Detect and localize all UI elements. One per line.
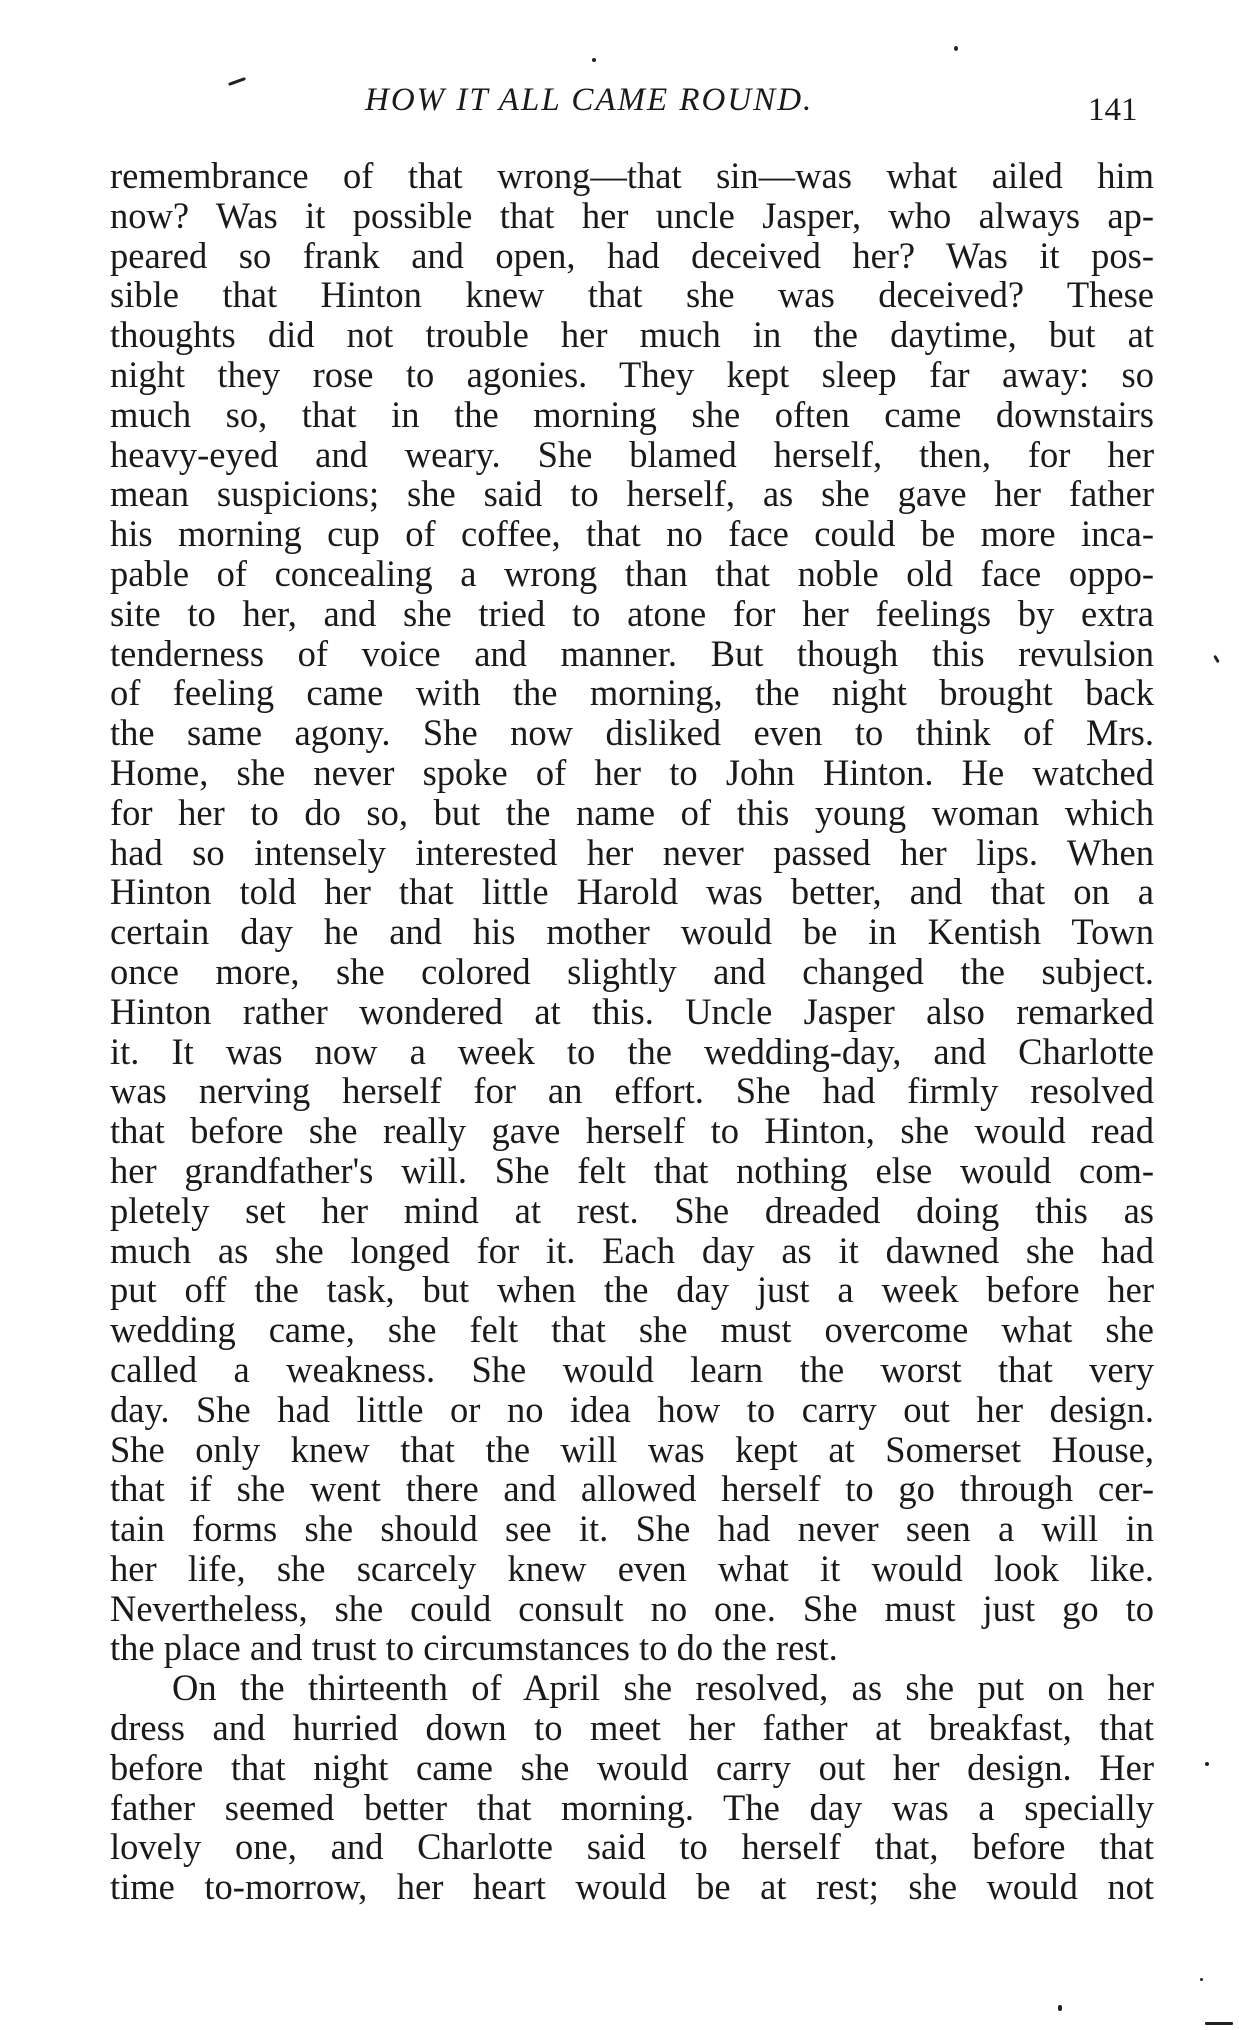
- text-line: of feeling came with the morning, the night brought back: [110, 672, 1154, 714]
- body-text: [110, 156, 1154, 1907]
- text-line: Hinton rather wondered at this. Uncle Jasper also remarked: [110, 990, 1154, 1032]
- text-line: Hinton told her that little Harold was better, and that on a: [110, 871, 1154, 913]
- text-line: pable of concealing a wrong than that noble old face oppo-: [110, 552, 1154, 594]
- print-speck: [1200, 1978, 1203, 1981]
- text-line: before that night came she would carry out her design. Her: [110, 1746, 1154, 1788]
- text-line: his morning cup of coffee, that no face could be more inca-: [110, 513, 1154, 555]
- paragraph-start-line: On the thirteenth of April she resolved, as she put on her: [172, 1667, 1154, 1709]
- text-line: lovely one, and Charlotte said to herself that, before that: [110, 1826, 1154, 1868]
- text-line: dress and hurried down to meet her father at breakfast, that: [110, 1707, 1154, 1749]
- text-line: thoughts did not trouble her much in the daytime, but at: [110, 314, 1154, 356]
- text-line: her life, she scarcely knew even what it would look like.: [110, 1547, 1154, 1589]
- paragraph-end-line: the place and trust to circumstances to do the rest.: [110, 1627, 838, 1669]
- text-line: now? Was it possible that her uncle Jasper, who always ap-: [110, 194, 1154, 236]
- text-line: her grandfather's will. She felt that nothing else would com-: [110, 1149, 1154, 1191]
- print-speck: [954, 46, 958, 51]
- text-line: put off the task, but when the day just a week before her: [110, 1269, 1154, 1311]
- text-line: Home, she never spoke of her to John Hinton. He watched: [110, 751, 1154, 793]
- text-line: the same agony. She now disliked even to think of Mrs.: [110, 712, 1154, 754]
- text-line: Nevertheless, she could consult no one. She must just go to: [110, 1587, 1154, 1629]
- text-line: day. She had little or no idea how to carry out her design.: [110, 1388, 1154, 1430]
- text-line: once more, she colored slightly and changed the subject.: [110, 950, 1154, 992]
- print-speck: [1205, 1762, 1209, 1766]
- text-line: called a weakness. She would learn the worst that very: [110, 1348, 1154, 1390]
- text-line: tain forms she should see it. She had never seen a will in: [110, 1508, 1154, 1550]
- text-line: father seemed better that morning. The day was a specially: [110, 1786, 1154, 1828]
- page-header: [0, 82, 1239, 126]
- text-line: pletely set her mind at rest. She dreaded doing this as: [110, 1189, 1154, 1231]
- text-line: was nerving herself for an effort. She had firmly resolved: [110, 1070, 1154, 1112]
- text-line: that before she really gave herself to Hinton, she would read: [110, 1110, 1154, 1152]
- page-number: 141: [1088, 92, 1138, 128]
- text-line: had so intensely interested her never passed her lips. When: [110, 831, 1154, 873]
- text-line: night they rose to agonies. They kept sleep far away: so: [110, 353, 1154, 395]
- text-line: mean suspicions; she said to herself, as she gave her father: [110, 473, 1154, 515]
- text-line: much so, that in the morning she often came downstairs: [110, 393, 1154, 435]
- text-line: that if she went there and allowed herself to go through cer-: [110, 1468, 1154, 1510]
- text-line: She only knew that the will was kept at Somerset House,: [110, 1428, 1154, 1470]
- text-line: time to-morrow, her heart would be at rest; she would not: [110, 1866, 1154, 1908]
- print-speck: [1058, 2005, 1062, 2011]
- running-head: HOW IT ALL CAME ROUND.: [365, 82, 814, 118]
- text-line: peared so frank and open, had deceived her? Was it pos-: [110, 234, 1154, 276]
- text-line: it. It was now a week to the wedding-day, and Charlotte: [110, 1030, 1154, 1072]
- text-line: heavy-eyed and weary. She blamed herself, then, for her: [110, 433, 1154, 475]
- text-line: remembrance of that wrong—that sin—was what ailed him: [110, 155, 1154, 196]
- text-line: for her to do so, but the name of this young woman which: [110, 791, 1154, 833]
- text-line: tenderness of voice and manner. But though this revulsion: [110, 632, 1154, 674]
- text-line: sible that Hinton knew that she was deceived? These: [110, 274, 1154, 316]
- print-speck: [592, 58, 596, 62]
- print-speck: [1205, 2022, 1233, 2025]
- print-speck: [1213, 655, 1220, 663]
- text-line: much as she longed for it. Each day as it dawned she had: [110, 1229, 1154, 1271]
- text-line: site to her, and she tried to atone for her feelings by extra: [110, 592, 1154, 634]
- text-line: certain day he and his mother would be in Kentish Town: [110, 911, 1154, 953]
- text-line: wedding came, she felt that she must overcome what she: [110, 1309, 1154, 1351]
